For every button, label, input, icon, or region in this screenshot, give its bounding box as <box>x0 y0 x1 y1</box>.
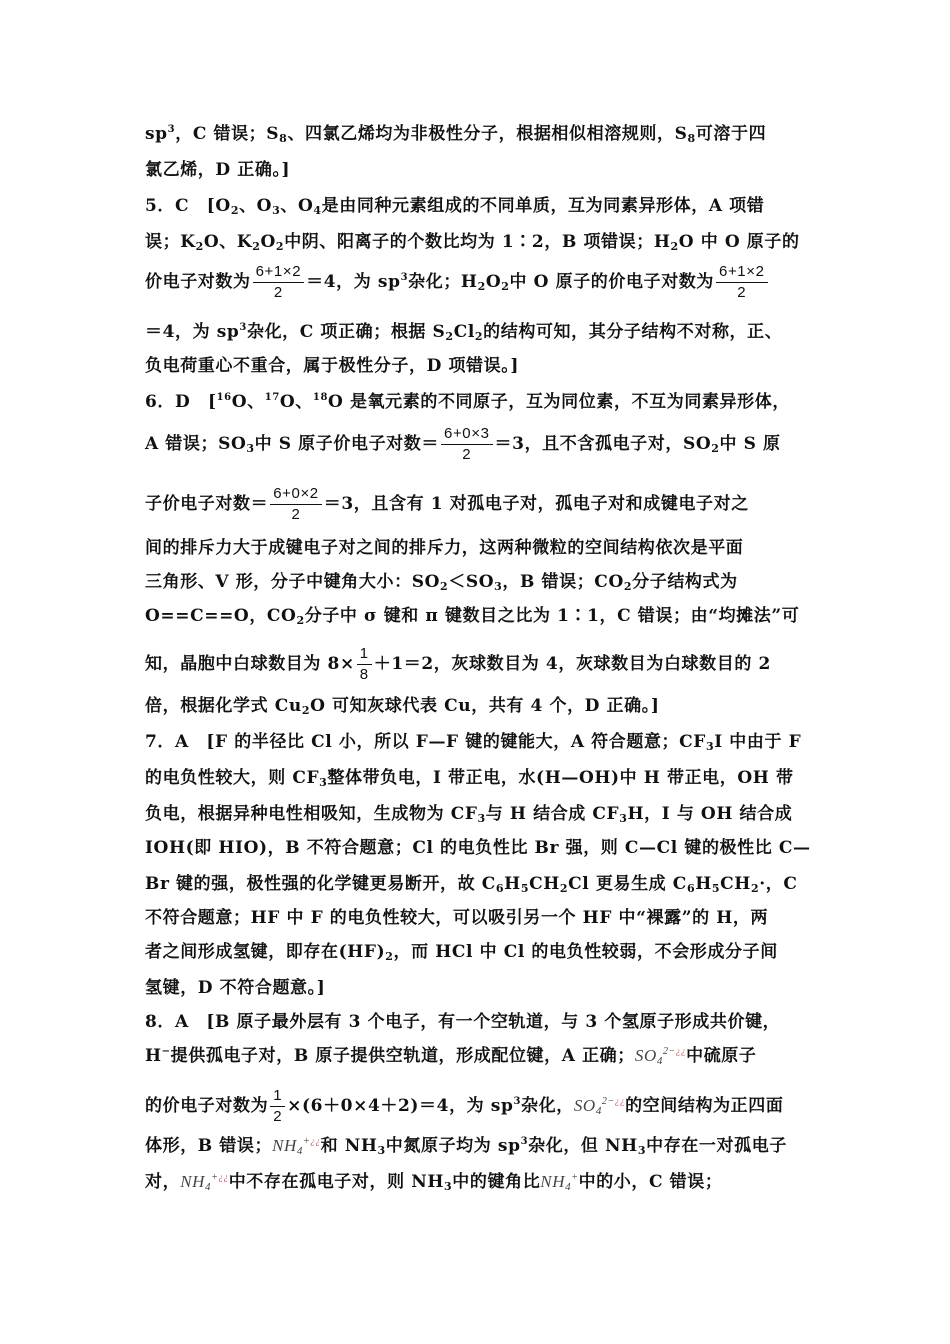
question-8-answer: 8．A [B 原子最外层有 3 个电子，有一个空轨道，与 3 个氢原子形成共价键， <box>145 1012 781 1032</box>
text-line: IOH(即 HIO)，B 不符合题意；Cl 的电负性比 Br 强，则 C—Cl 键的极性比 C— <box>145 838 811 858</box>
text-line: A 错误；$SO_3$中 S 原子价电子对数＝ $\frac{6+0\times 3}{2}$ ＝3，且不含孤电子对，$SO_2$中 S 原 <box>145 425 781 463</box>
text-line: 对，$NH_4^{+¿¿}$中不存在孤电子对，则 $NH_3$中的键角比$NH_4^+$中的小，C 错误； <box>145 1172 723 1193</box>
ion-formula: $SO_4^{2-¿¿}$ <box>634 1046 687 1067</box>
text-line: 不符合题意；HF 中 F 的电负性较大，可以吸引另一个 HF 中“裸露”的 H，两 <box>145 908 769 928</box>
text-line: 知，晶胞中白球数目为 8× $\frac{1}{8}$ ＋1＝2，灰球数目为 4，灰球数目为白球数目的 2 <box>145 645 771 683</box>
text-line: Br 键的强，极性强的化学键更易断开，故 $C_6H_5CH_2Cl$ 更易生成 $C_6H_5CH_2\cdot$，C <box>145 874 798 895</box>
fraction: $\frac{1}{8}$ <box>357 644 372 685</box>
fraction: $\frac{6+1\times 2}{2}$ <box>716 262 768 303</box>
text-line: 氢键，D 不符合题意。] <box>145 978 326 998</box>
fraction: $\frac{6+1\times 2}{2}$ <box>253 262 305 303</box>
question-6-answer: 6．D [$^{16}$O、$^{17}$O、$^{18}$O 是氧元素的不同原子，互为同位素，不互为同素异形体， <box>145 392 790 412</box>
question-7-answer: 7．A [F 的半径比 Cl 小，所以 F—F 键的键能大，A 符合题意；$CF_3I$ 中由于 F <box>145 732 802 753</box>
fraction: $\frac{6+0\times 2}{2}$ <box>270 484 322 525</box>
text-line: 负电荷重心不重合，属于极性分子，D 项错误。] <box>145 356 520 376</box>
text-line: 子价电子对数＝ $\frac{6+0\times 2}{2}$ ＝3，且含有 1 对孤电子对，孤电子对和成键电子对之 <box>145 485 749 523</box>
text-line: 体形，B 错误；$NH_4^{+¿¿}$和 $NH_3$中氮原子均为 $sp^3$杂化，但 $NH_3$中存在一对孤电子 <box>145 1136 787 1157</box>
text-line: $sp^3$，C 错误；$S_8$、四氯乙烯均为非极性分子，根据相似相溶规则，$S_8$可溶于四 <box>145 124 767 145</box>
ion-formula: $NH_4^{+¿¿}$ <box>180 1172 229 1193</box>
text-line: O==C==O，$CO_2$分子中 σ 键和 π 键数目之比为 1∶1，C 错误；由“均摊法”可 <box>145 606 800 627</box>
text-line: 的价电子对数为 $\frac{1}{2}$ ×(6＋0×4＋2)＝4，为 $sp^3$杂化，$SO_4^{2-¿¿}$的空间结构为正四面 <box>145 1087 784 1125</box>
text-line: 间的排斥力大于成键电子对之间的排斥力，这两种微粒的空间结构依次是平面 <box>145 538 744 558</box>
text-line: 三角形、V 形，分子中键角大小：$SO_2<SO_3$，B 错误；$CO_2$分子结构式为 <box>145 572 738 593</box>
text-line: 倍，根据化学式 $Cu_2O$ 可知灰球代表 Cu，共有 4 个，D 正确。] <box>145 696 660 717</box>
ion-formula: $NH_4^+$ <box>540 1172 579 1193</box>
fraction: $\frac{6+0\times 3}{2}$ <box>441 424 493 465</box>
ion-formula: $SO_4^{2-¿¿}$ <box>573 1096 626 1117</box>
text-line: 价电子对数为 $\frac{6+1\times 2}{2}$ ＝4，为 $sp^3$杂化；$H_2O_2$中 O 原子的价电子对数为 $\frac{6+1\times 2}{2}$ <box>145 262 770 303</box>
text-line: 误；$K_2O$、$K_2O_2$中阴、阳离子的个数比均为 1∶2，B 项错误；$H_2O$ 中 O 原子的 <box>145 232 800 253</box>
text-line: H−提供孤电子对，B 原子提供空轨道，形成配位键，A 正确；$SO_4^{2-¿¿}$中硫原子 <box>145 1046 757 1067</box>
text-line: ＝4，为 $sp^3$杂化，C 项正确；根据 $S_2Cl_2$的结构可知，其分子结构不对称，正、 <box>145 322 783 343</box>
ion-formula: $NH_4^{+¿¿}$ <box>272 1136 321 1157</box>
text-line: 氯乙烯，D 正确。] <box>145 160 291 180</box>
text-line: 者之间形成氢键，即存在$(HF)_2$，而 HCl 中 Cl 的电负性较弱，不会形成分子间 <box>145 942 778 963</box>
text-line: 负电，根据异种电性相吸知，生成物为 $CF_3$与 H 结合成 $CF_3H$，I 与 OH 结合成 <box>145 804 793 825</box>
text-line: 的电负性较大，则 $CF_3$整体带负电，I 带正电，水(H—OH)中 H 带正电，OH 带 <box>145 768 794 789</box>
fraction: $\frac{1}{2}$ <box>270 1086 285 1127</box>
question-5-answer: 5．C [$O_2$、$O_3$、$O_4$是由同种元素组成的不同单质，互为同素异形体，A 项错 <box>145 196 765 217</box>
